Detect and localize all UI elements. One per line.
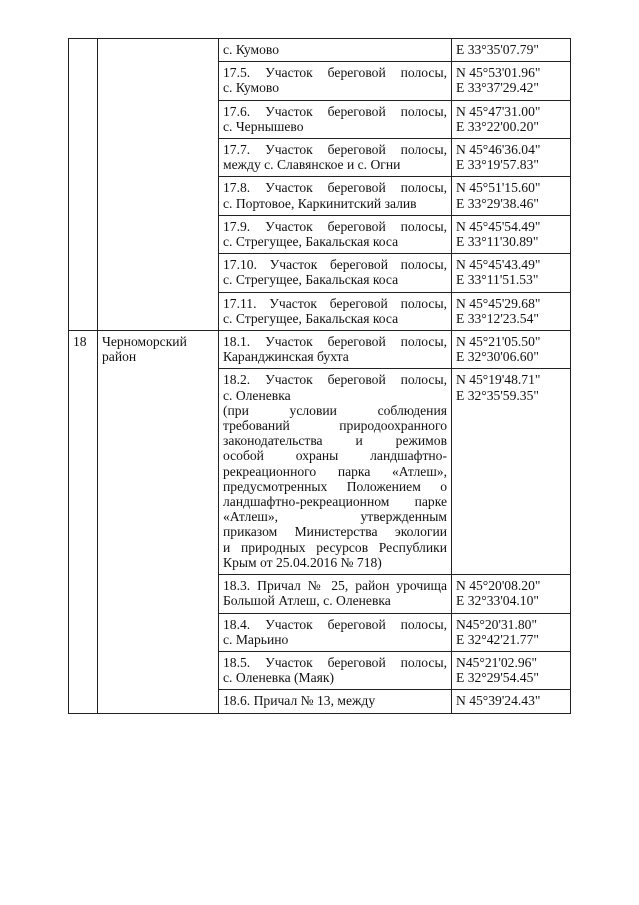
- location-description-cell: [219, 254, 452, 292]
- coordinates-cell: [452, 215, 571, 253]
- coordinate-line: N 45°45'29.68": [456, 295, 541, 311]
- coordinates-cell: [452, 139, 571, 177]
- coordinate-line: E 32°42'21.77": [456, 631, 539, 647]
- coordinate-line: N 45°21'05.50": [456, 334, 541, 350]
- coordinate-line: E 33°11'51.53": [456, 272, 539, 288]
- description-line: «Атлеш», утвержденным: [223, 509, 447, 525]
- description-line: с. Стрегущее, Бакальская коса: [223, 272, 399, 288]
- description-line: с. Портовое, Каркинитский залив: [223, 195, 417, 211]
- coordinates-cell: [452, 62, 571, 100]
- description-line: особой охраны ландшафтно-: [223, 448, 447, 464]
- description-line: 17.10. Участок береговой полосы,: [223, 257, 447, 273]
- coordinates-cell: [452, 177, 571, 215]
- coordinate-line: E 33°35'07.79": [456, 42, 539, 57]
- coordinates-cell: [452, 575, 571, 613]
- coordinate-line: N 45°46'36.04": [456, 142, 541, 158]
- description-line: 17.8. Участок береговой полосы,: [223, 180, 447, 196]
- coordinates-cell: [452, 331, 571, 369]
- description-line: Крым от 25.04.2016 № 718): [223, 554, 382, 570]
- coordinate-line: E 32°30'06.60": [456, 349, 539, 365]
- coordinate-line: E 32°29'54.45": [456, 670, 539, 686]
- row-number-cell: [69, 39, 98, 331]
- coordinates-cell: [452, 369, 571, 575]
- description-line: с. Стрегущее, Бакальская коса: [223, 310, 399, 326]
- description-line: и природных ресурсов Республики: [223, 539, 447, 555]
- description-line: 17.9. Участок береговой полосы,: [223, 218, 447, 234]
- location-description-cell: [219, 215, 452, 253]
- description-line: Большой Атлеш, с. Оленевка: [223, 593, 391, 609]
- coordinates-cell: [452, 690, 571, 713]
- coordinates-cell: [452, 292, 571, 330]
- district-name-line: район: [102, 349, 137, 365]
- table-body: [69, 39, 571, 714]
- description-line: между с. Славянское и с. Огни: [223, 157, 401, 173]
- location-description-cell: [219, 177, 452, 215]
- row-number-cell: 18: [69, 331, 98, 713]
- description-line: 18.1. Участок береговой полосы,: [223, 334, 447, 350]
- description-line: 18.6. Причал № 13, между: [223, 693, 376, 709]
- coordinates-cell: [452, 100, 571, 138]
- coordinate-line: E 32°33'04.10": [456, 593, 539, 609]
- description-line: с. Оленевка: [223, 387, 291, 403]
- location-description-cell: [219, 690, 452, 713]
- description-line: 18.2. Участок береговой полосы,: [223, 372, 447, 388]
- description-line: законодательства и режимов: [223, 433, 447, 449]
- description-line: рекреационного парка «Атлеш»,: [223, 463, 447, 479]
- description-line: Каранджинская бухта: [223, 349, 349, 365]
- description-line: 18.3. Причал № 25, район урочища: [223, 578, 447, 594]
- coordinate-line: N 45°39'24.43": [456, 693, 541, 709]
- district-name-line: Черноморский: [102, 334, 187, 350]
- coordinate-line: N 45°53'01.96": [456, 65, 541, 81]
- table-row: [69, 331, 571, 369]
- location-description-cell: [219, 139, 452, 177]
- description-line: с. Кумово: [223, 80, 280, 96]
- location-description-cell: [219, 100, 452, 138]
- coordinates-cell: [452, 39, 571, 62]
- location-description-cell: [219, 39, 452, 62]
- description-line: предусмотренных Положением о: [223, 478, 447, 494]
- description-line: 17.7. Участок береговой полосы,: [223, 142, 447, 158]
- coordinates-cell: [452, 254, 571, 292]
- coordinate-line: N 45°20'08.20": [456, 578, 541, 594]
- location-description-cell: [219, 331, 452, 369]
- coordinate-line: E 33°22'00.20": [456, 118, 539, 134]
- location-description-cell: [219, 292, 452, 330]
- coordinate-line: E 33°19'57.83": [456, 157, 539, 173]
- coordinates-cell: [452, 651, 571, 689]
- coordinate-line: N 45°45'43.49": [456, 257, 541, 273]
- table-row: [69, 39, 571, 62]
- coordinate-line: E 33°29'38.46": [456, 195, 539, 211]
- description-line: с. Марьино: [223, 631, 289, 647]
- coordinate-line: E 33°37'29.42": [456, 80, 539, 96]
- location-description-cell: [219, 575, 452, 613]
- coordinate-line: N45°20'31.80": [456, 616, 538, 632]
- description-line: 17.6. Участок береговой полосы,: [223, 103, 447, 119]
- location-description-cell: [219, 651, 452, 689]
- description-line: приказом Министерства экологии: [223, 524, 447, 540]
- description-line: ландшафтно-рекреационном парке: [223, 494, 447, 510]
- description-line: с. Чернышево: [223, 118, 304, 134]
- coordinate-line: N 45°51'15.60": [456, 180, 541, 196]
- description-line: 17.11. Участок береговой полосы,: [223, 295, 447, 311]
- coordinate-line: N 45°47'31.00": [456, 103, 541, 119]
- coordinate-line: E 33°11'30.89": [456, 234, 539, 250]
- coordinate-line: N45°21'02.96": [456, 654, 538, 670]
- coordinate-line: E 33°12'23.54": [456, 310, 539, 326]
- coordinate-line: E 32°35'59.35": [456, 387, 539, 403]
- location-description-cell: [219, 613, 452, 651]
- description-line: с. Оленевка (Маяк): [223, 670, 335, 686]
- description-line: (при условии соблюдения: [223, 402, 447, 418]
- description-line: с. Кумово: [223, 42, 280, 57]
- description-line: требований природоохранного: [223, 418, 447, 434]
- description-line: 18.4. Участок береговой полосы,: [223, 616, 447, 632]
- coordinates-table: [68, 38, 571, 714]
- coordinate-line: N 45°19'48.71": [456, 372, 541, 388]
- description-line: 17.5. Участок береговой полосы,: [223, 65, 447, 81]
- description-line: с. Стрегущее, Бакальская коса: [223, 234, 399, 250]
- coordinates-cell: [452, 613, 571, 651]
- coordinate-line: N 45°45'54.49": [456, 218, 541, 234]
- description-line: 18.5. Участок береговой полосы,: [223, 654, 447, 670]
- location-description-cell: [219, 369, 452, 575]
- district-cell: [98, 331, 219, 713]
- district-cell: [98, 39, 219, 331]
- location-description-cell: [219, 62, 452, 100]
